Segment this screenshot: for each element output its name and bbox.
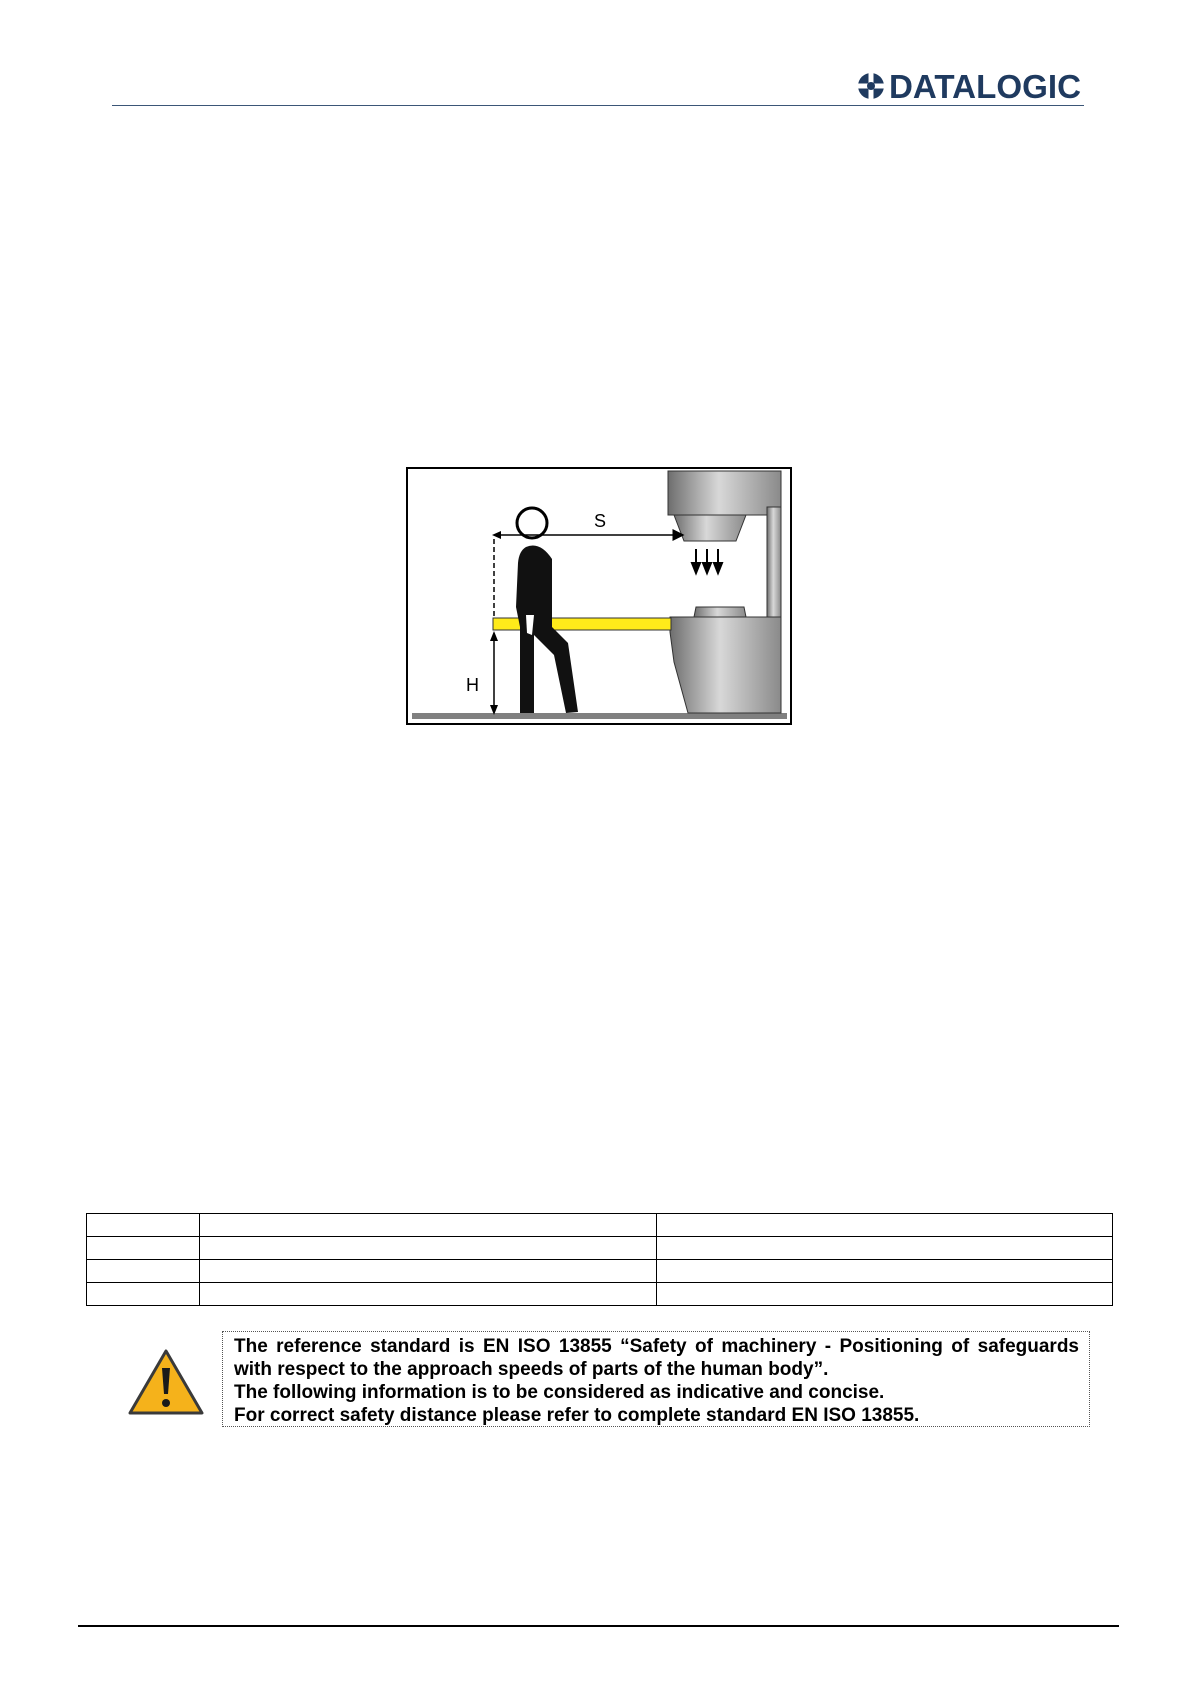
warning-triangle-icon [128,1348,204,1416]
footer-rule [78,1625,1119,1627]
table-cell [200,1260,657,1283]
table-row [87,1214,1113,1237]
table-row [87,1260,1113,1283]
datalogic-mark-icon [858,73,884,99]
note-line-1: The reference standard is EN ISO 13855 “Safety of machinery - Positioning of safeguards with respect to the approach speeds of parts of the human body”. [234,1336,1079,1380]
workpiece [694,607,746,617]
floor [412,713,787,719]
table-cell [657,1260,1113,1283]
table-cell [87,1237,200,1260]
note-line-2: The following information is to be considered as indicative and concise. [234,1382,885,1403]
table-cell [87,1260,200,1283]
descending-motion-arrows [692,549,722,573]
table-cell [657,1283,1113,1306]
table-cell [87,1214,200,1237]
table-cell [657,1214,1113,1237]
table-cell [200,1214,657,1237]
datalogic-logo [855,66,1085,106]
label-s: S [594,511,607,531]
table-cell [200,1283,657,1306]
table-row [87,1237,1113,1260]
table-cell [87,1283,200,1306]
label-h: H [466,675,479,695]
table-row [87,1283,1113,1306]
safety-distance-diagram [406,467,792,725]
machine-base [670,617,781,713]
machine-head [668,471,781,515]
note-line-3: For correct safety distance please refer to complete standard EN ISO 13855. [234,1405,920,1426]
table-cell [200,1237,657,1260]
header-rule [112,105,1084,106]
machine-tool [674,515,746,541]
table-cell [657,1237,1113,1260]
data-table [86,1213,1113,1306]
brand-wordmark: DATALOGIC [889,68,1081,105]
safety-note [222,1331,1090,1427]
